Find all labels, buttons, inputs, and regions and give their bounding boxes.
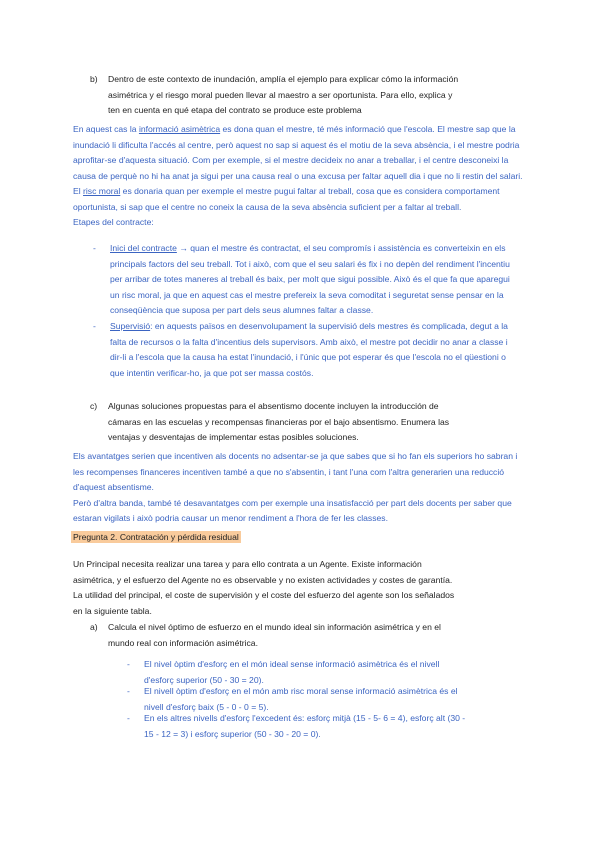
question-a-marker: a) [90, 622, 98, 632]
section-2-intro [73, 557, 533, 619]
bullet-dash: - [127, 659, 130, 669]
answer-a-item: - El nivell òptim d'esforç en el món amb risc moral sense informació asimètrica és el nivell d'esforç baix (5 - 0 - 0 = 5). [127, 686, 458, 712]
question-a-line: mundo real con información asimétrica. [108, 637, 258, 648]
intro-line: La utilidad del principal, el coste de supervisión y el coste del esfuerzo del agente son los señalados [73, 590, 455, 600]
stage-bullet-supervisio: - Supervisió: en aquests països en desenvolupament la supervisió dels mestres és complicada, degut a la falta de recursos o la falta d'incentius dels supervisors. Amb això, el mestre pot decidir no anar a classe i dir-li a l'escola que la causa ha estat l'inundació, i l'únic que pot esperar és que l'escola no el qüestioni o que intentin verificar-ho, ja que pot ser massa costós. [93, 321, 508, 378]
answer-a-item: - El nivel òptim d'esforç en el món ideal sense informació asimètrica és el nivell d'esforç superior (50 - 30 = 20). [127, 659, 440, 685]
answer-b-info-asim-paragraph: En aquest cas la informació asimètrica es dona quan el mestre, té més informació que l'escola. El mestre sap que la inundació li dificulta l'accés al centre, però aquest no sap si aquest és el motiu de la seva absència, i el mestre podria aprofitar-se d'aquesta situació. Com per exemple, si el mestre decideix no anar a treballar, i el centre desconeixi la causa de perquè no hi ha anat ja sigui per una causa real o una excusa per faltar aquell dia i que no li restin del salari. [73, 124, 523, 181]
section-2-title [71, 530, 241, 546]
answer-b [73, 122, 529, 231]
question-c-line: ventajas y desventajas de implementar estas posibles soluciones. [108, 432, 359, 442]
question-a [90, 620, 518, 651]
inici-contracte-link[interactable]: Inici del contracte [110, 243, 177, 253]
question-b [90, 72, 518, 119]
stages-heading: Etapes del contracte: [73, 217, 154, 227]
answer-c-disadvantages: Però d'altra banda, també té desavantatges com per exemple una insatisfacció per part dels docents per saber que estaran vigilats i això podria causar un menor rendiment a l'hora de fer les classes. [73, 497, 512, 523]
question-c-line: cámaras en las escuelas y recompensas financieras por el bajo absentismo. Enumera las [108, 416, 450, 427]
bullet-dash: - [127, 713, 130, 723]
question-c-marker: c) [90, 401, 98, 411]
question-b-line: ten en cuenta en qué etapa del contrato se produce este problema [108, 105, 362, 115]
question-b-line: Dentro de este contexto de inundación, amplía el ejemplo para explicar cómo la información [108, 74, 459, 84]
question-a-line: Calcula el nivel óptimo de esfuerzo en el mundo ideal sin información asimétrica y en el [108, 622, 441, 632]
intro-line: en la siguiente tabla. [73, 605, 152, 616]
answer-a-item: - En els altres nivells d'esforç l'excedent és: esforç mitjà (15 - 5- 6 = 4), esforç alt (30 - 15 - 12 = 3) i esforç superior (50 - 30 - 20 = 0). [127, 713, 466, 739]
risc-moral-link[interactable]: risc moral [83, 186, 121, 196]
question-c-line: Algunas soluciones propuestas para el absentismo docente incluyen la introducción de [108, 401, 439, 411]
info-asimetrica-link[interactable]: informació asimètrica [138, 124, 221, 134]
bullet-dash: - [93, 243, 96, 253]
question-b-line: asimétrica y el riesgo moral pueden llevar al maestro a ser oportunista. Para ello, explica y [108, 89, 453, 100]
intro-line: Un Principal necesita realizar una tarea y para ello contrata a un Agente. Existe información [73, 559, 422, 569]
bullet-dash: - [127, 686, 130, 696]
question-c [90, 399, 518, 446]
question-b-marker: b) [90, 74, 98, 84]
stage-bullet-inici: - Inici del contracte → quan el mestre és contractat, el seu compromís i assistència es converteixin en els principals factors del seu treball. Tot i això, com que el seu salari és fix i no depèn del rendiment l'incentiu per arribar de totes maneres al treball és baix, per molt que sigui possible. Això és el que fa que aparegui un risc moral, ja que en aquest cas el mestre prefereix la seva comoditat i seguretat sense pensar en la conseqüència que suposa per part dels seus alumnes faltar a classe. [93, 243, 510, 315]
intro-line: asimétrica, y el esfuerzo del Agente no es observable y no existen actividades y costes de garantía. [73, 574, 453, 585]
bullet-dash: - [93, 321, 96, 331]
answer-c-advantages: Els avantatges serien que incentiven als docents no adsentar-se ja que sabes que si ho fan els superiors ho sabran i les recompenses financeres incentiven també a que no s'absentin, i tant l'una com l'altra generarien una reducció d'aquest absentisme. [73, 451, 518, 492]
answer-c [73, 449, 529, 527]
answer-b-risc-moral-paragraph: El risc moral es donaria quan per exemple el mestre pugui faltar al treball, cosa que es considera comportament oportunista, si sap que el centre no coneix la causa de la seva absència suficient per a faltar al treball. [73, 186, 500, 212]
section-2-title-text: Pregunta 2. Contratación y pérdida residual [73, 532, 239, 542]
supervisio-link[interactable]: Supervisió [110, 321, 151, 331]
